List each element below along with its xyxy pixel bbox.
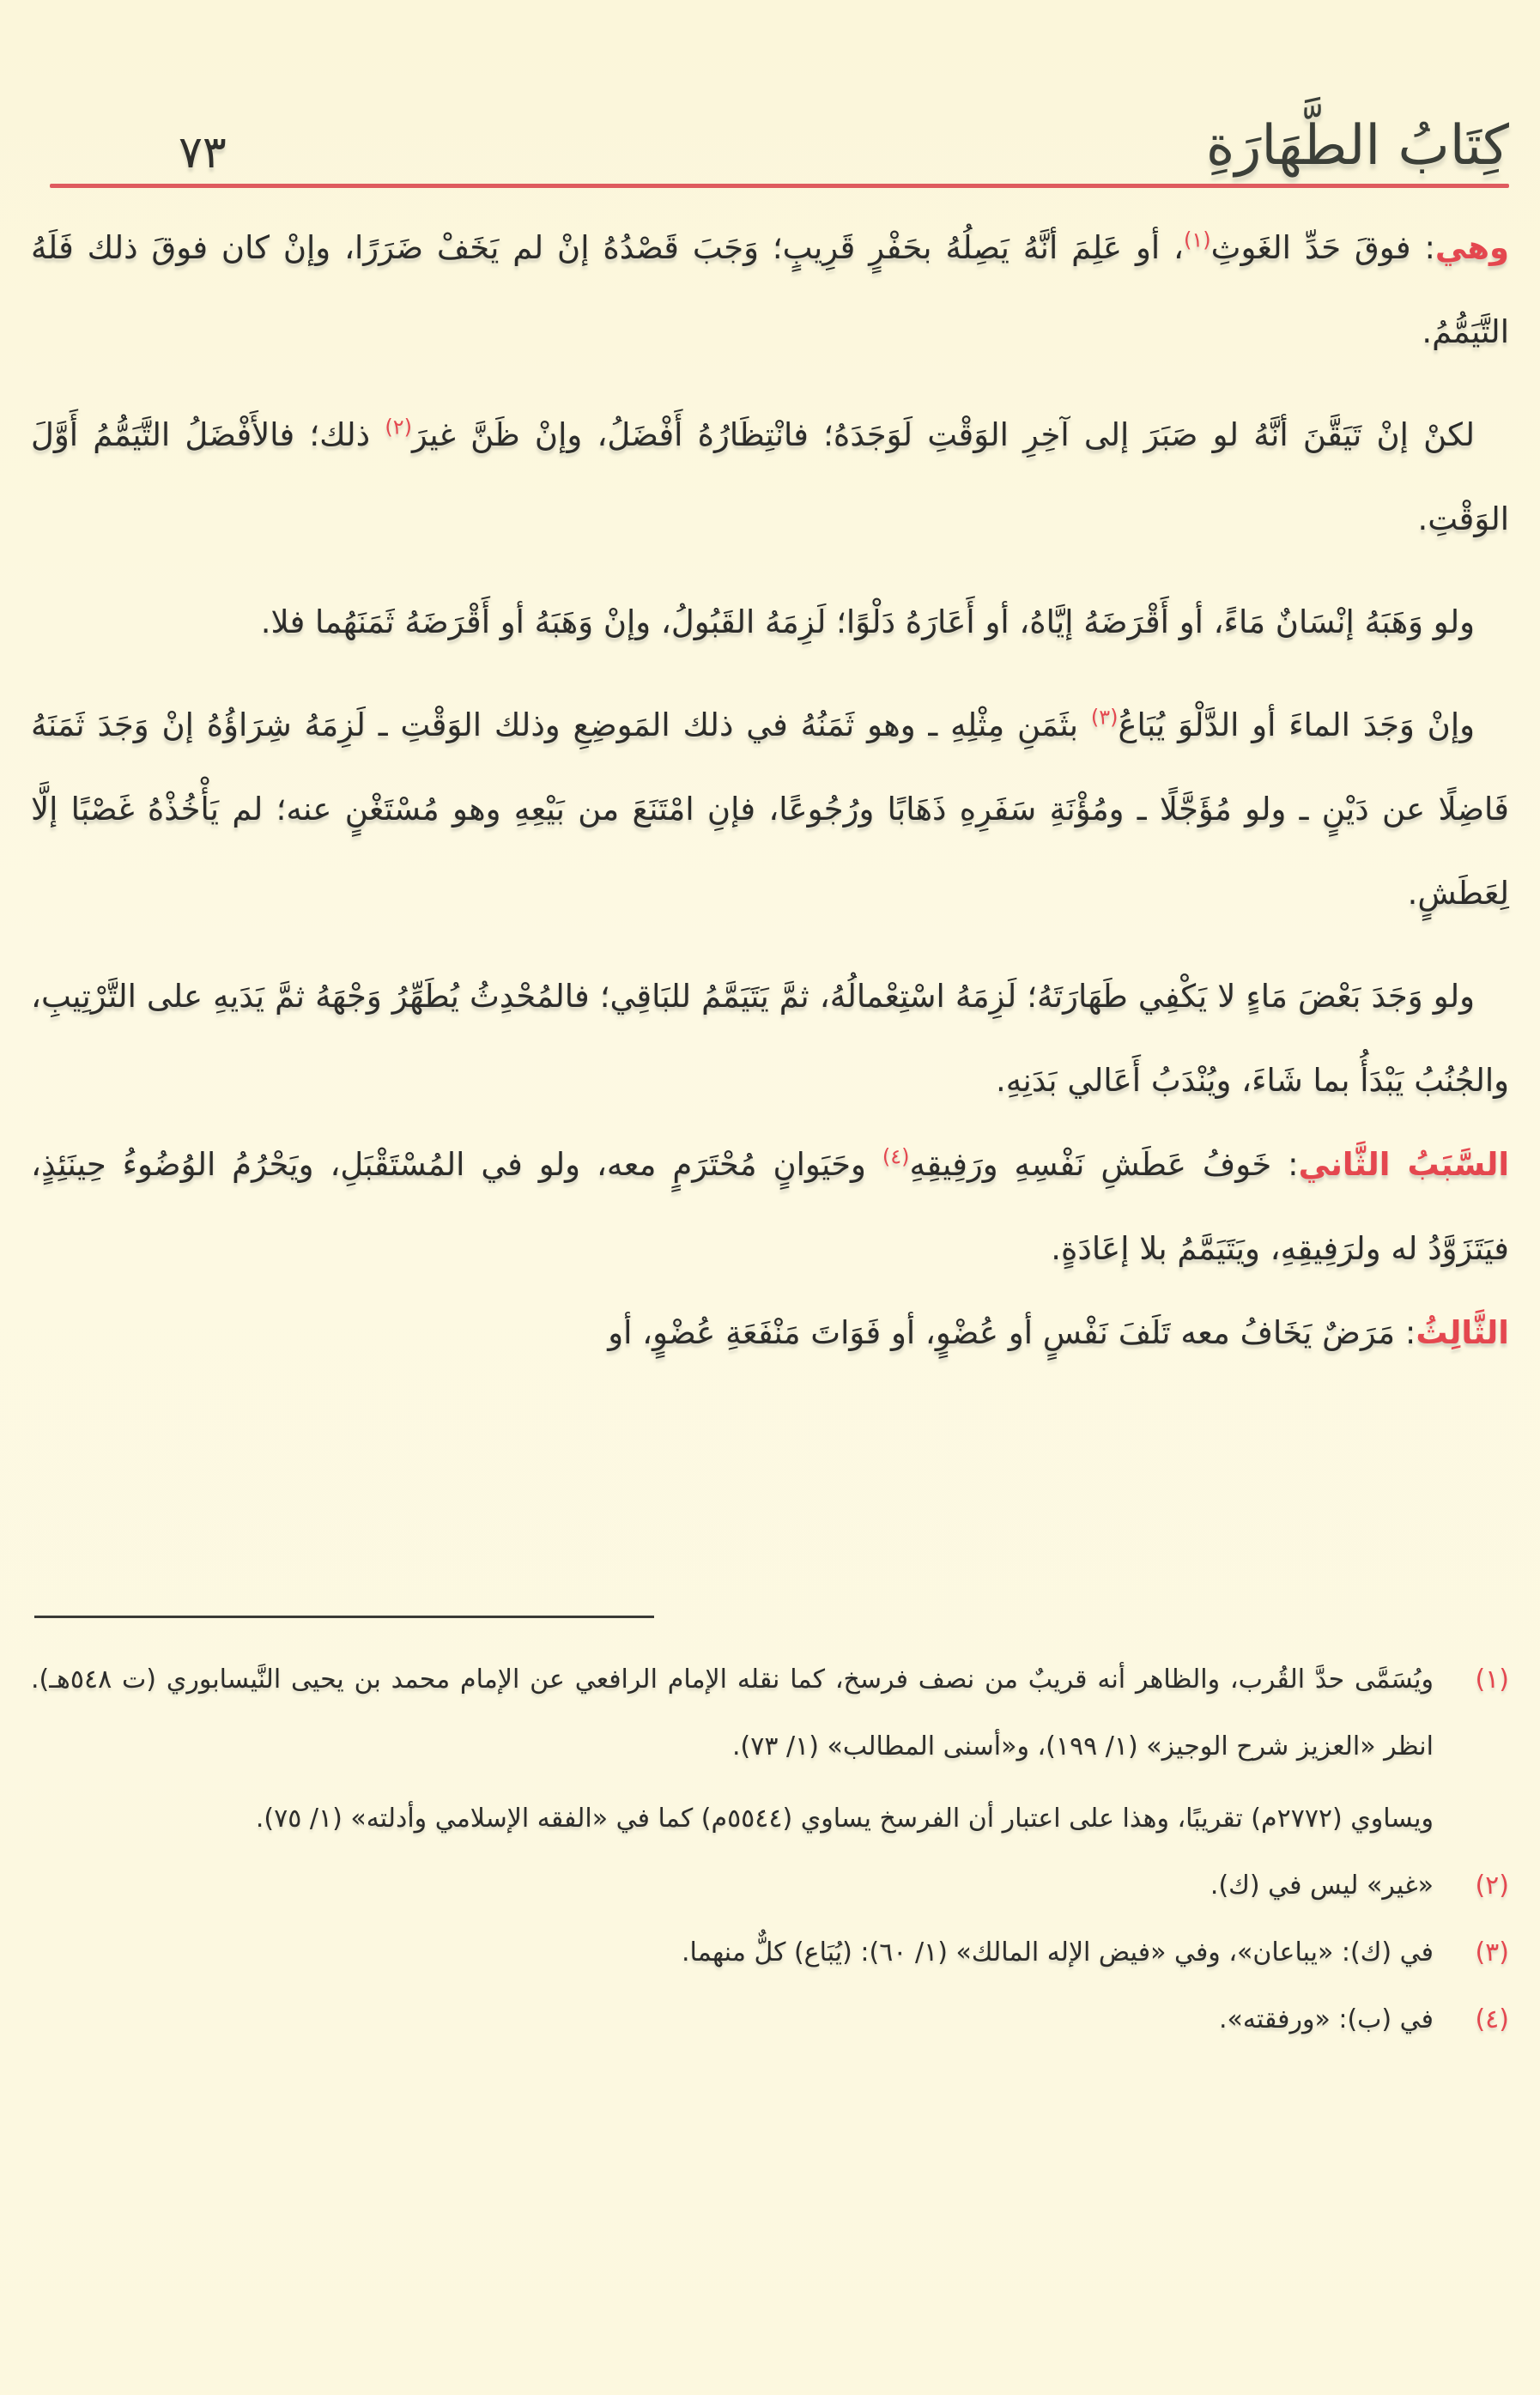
main-text <box>31 206 1509 1375</box>
paragraph-4 <box>31 683 1509 936</box>
paragraph-text: : فوقَ حَدِّ الغَوثِ <box>1210 229 1435 266</box>
footnotes <box>31 1646 1509 2053</box>
paragraph-1 <box>31 206 1509 374</box>
page-number: ٧٣ <box>179 127 227 179</box>
footnote-1 <box>31 1646 1509 1780</box>
footnote-1-continuation: ويساوي (٢٧٧٢م) تقريبًا، وهذا على اعتبار أن الفرسخ يساوي (٥٥٤٤م) كما في «الفقه الإسلامي وأدلته» (١/ ٧٥). <box>255 1804 1434 1834</box>
paragraph-text: بثَمَنِ مِثْلِهِ ـ وهو ثَمَنُهُ في ذلك المَوضِعِ وذلك الوَقْتِ ـ لَزِمَهُ شِرَاؤُهُ إنْ وَجَدَ ثَمَنَهُ فَاضِلًا عن دَيْنٍ ـ ولو مُؤَجَّلًا ـ ومُؤْنَةِ سَفَرِهِ ذَهَابًا ورُجُوعًا، فإنِ امْتَنَعَ من بَيْعِهِ وهو مُسْتَغْنٍ عنه؛ لم يَأْخُذْهُ غَصْبًا إلَّا لِعَطَشٍ. <box>31 706 1509 912</box>
paragraph-text: : مَرَضٌ يَخَافُ معه تَلَفَ نَفْسٍ أو عُضْوٍ، أو فَوَاتَ مَنْفَعَةِ عُضْوٍ، أو <box>608 1314 1416 1351</box>
footnote-separator <box>34 1616 654 1618</box>
footnote-number: (٤) <box>1475 2004 1509 2034</box>
paragraph-6 <box>31 1123 1509 1291</box>
footnote-4 <box>31 1986 1509 2053</box>
footnote-text: في (ك): «يباعان»، وفي «فيض الإله المالك» (١/ ٦٠): (يُبَاع) كلٌّ منهما. <box>681 1937 1434 1968</box>
paragraph-7 <box>31 1291 1509 1375</box>
footnote-ref-3[interactable]: (٣) <box>1090 705 1119 730</box>
footnote-number: (٢) <box>1475 1871 1509 1901</box>
paragraph-text: ، أو عَلِمَ أنَّهُ يَصِلُهُ بحَفْرٍ قَرِيبٍ؛ وَجَبَ قَصْدُهُ إنْ لم يَخَفْ ضَرَرًا، وإنْ كان فوقَ ذلك فَلَهُ التَّيَمُّمُ. <box>31 229 1509 350</box>
book-title: كِتَابُ الطَّهَارَةِ <box>1205 114 1509 178</box>
paragraph-3: ولو وَهَبَهُ إنْسَانٌ مَاءً، أو أَقْرَضَهُ إيَّاهُ، أو أَعَارَهُ دَلْوًا؛ لَزِمَهُ القَبُولُ، وإنْ وَهَبَهُ أو أَقْرَضَهُ ثَمَنَهُما فلا. <box>260 603 1475 640</box>
footnote-ref-1[interactable]: (١) <box>1183 227 1211 252</box>
footnote-text: «غير» ليس في (ك). <box>1210 1871 1434 1901</box>
section-label: الثَّالِثُ <box>1416 1314 1509 1351</box>
footnote-text: في (ب): «ورفقته». <box>1218 2004 1434 2034</box>
footnote-3 <box>31 1919 1509 1986</box>
paragraph-text: لكنْ إنْ تَيَقَّنَ أنَّهُ لو صَبَرَ إلى آخِرِ الوَقْتِ لَوَجَدَهُ؛ فانْتِظَارُهُ أَفْضَلُ، وإنْ ظَنَّ غيرَ <box>411 416 1475 453</box>
footnote-ref-2[interactable]: (٢) <box>385 415 412 440</box>
footnote-ref-4[interactable]: (٤) <box>882 1144 910 1169</box>
section-label: وهي <box>1434 229 1510 266</box>
paragraph-text: : خَوفُ عَطَشِ نَفْسِهِ ورَفِيقِهِ <box>909 1146 1299 1183</box>
paragraph-text: وإنْ وَجَدَ الماءَ أو الدَّلْوَ يُبَاعُ <box>1118 706 1475 743</box>
header-rule <box>50 184 1509 188</box>
footnote-2 <box>31 1852 1509 1919</box>
paragraph-text: وحَيَوانٍ مُحْتَرَمٍ معه، ولو في المُسْتَقْبَلِ، ويَحْرُمُ الوُضُوءُ حِينَئِذٍ، فيَتَزَوَّدُ له ولرَفِيقِهِ، ويَتَيَمَّمُ بلا إعَادَةٍ. <box>31 1146 1509 1267</box>
footnote-text: ويُسَمَّى حدَّ القُرب، والظاهر أنه قريبٌ من نصف فرسخ، كما نقله الإمام الرافعي عن الإمام محمد بن يحيى النَّيسابوري (ت ٥٤٨هـ). انظر «العزيز شرح الوجيز» (١/ ١٩٩)، و«أسنى المطالب» (١/ ٧٣). <box>31 1664 1434 1761</box>
paragraph-5: ولو وَجَدَ بَعْضَ مَاءٍ لا يَكْفِي طَهَارَتَهُ؛ لَزِمَهُ اسْتِعْمالُهُ، ثمَّ يَتَيَمَّمُ للبَاقِي؛ فالمُحْدِثُ يُطَهِّرُ وَجْهَهُ ثمَّ يَدَيهِ على التَّرْتِيبِ، والجُنُبُ يَبْدَأُ بما شَاءَ، ويُنْدَبُ أَعَالي بَدَنِهِ. <box>31 978 1509 1099</box>
footnote-number: (١) <box>1475 1664 1509 1695</box>
section-label: السَّبَبُ الثَّاني <box>1298 1146 1510 1183</box>
paragraph-text: ذلك؛ فالأَفْضَلُ التَّيَمُّمُ أَوَّلَ الوَقْتِ. <box>31 416 1509 537</box>
footnote-number: (٣) <box>1475 1937 1509 1968</box>
paragraph-2 <box>31 393 1509 561</box>
